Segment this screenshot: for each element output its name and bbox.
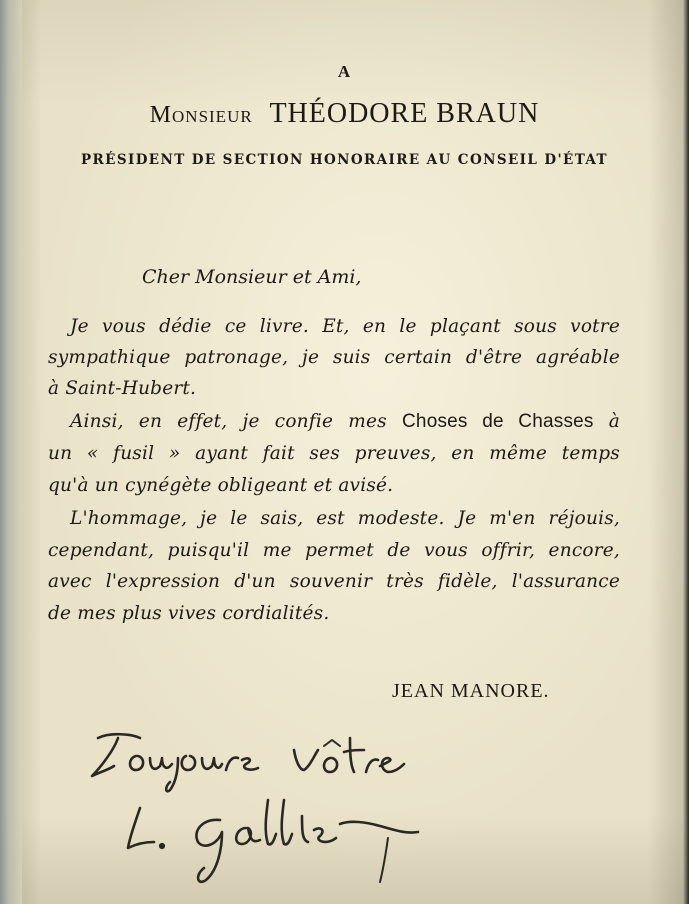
page-gutter [0, 0, 22, 904]
dedication-to: A [337, 62, 352, 81]
recipient-office: PRÉSIDENT DE SECTION HONORAIRE AU CONSEIL D'ÉTAT [80, 152, 609, 168]
letter-line-4-pre: Ainsi, en effet, je confie mes [70, 411, 403, 432]
recipient-honorific: Monsieur [149, 102, 253, 128]
recipient-line [0, 98, 689, 130]
letter-line-4-post: à [593, 411, 621, 432]
author-signature: JEAN MANORE. [392, 680, 550, 702]
letter-salutation: Cher Monsieur et Ami, [142, 266, 362, 288]
letter-line-8: cependant, puisqu'il me permet de vous offrir, encore, [48, 540, 620, 561]
letter-line-6: qu'à un cynégète obligeant et avisé. [48, 475, 394, 496]
book-title: Choses de Chasses [402, 411, 594, 432]
letter-line-3: à Saint-Hubert. [48, 378, 197, 399]
letter-line-4 [70, 411, 620, 433]
recipient-name: THÉODORE BRAUN [269, 98, 540, 129]
letter-line-9: avec l'expression d'un souvenir très fidèle, l'assurance [48, 571, 620, 592]
handwritten-inscription [70, 720, 450, 890]
page-edge-shadow [683, 0, 689, 904]
letter-line-10: de mes plus vives cordialités. [48, 603, 330, 624]
letter-line-5: un « fusil » ayant fait ses preuves, en même temps [48, 443, 620, 464]
letter-line-2: sympathique patronage, je suis certain d'être agréable [48, 347, 620, 368]
letter-line-1: Je vous dédie ce livre. Et, en le plaçant sous votre [70, 316, 620, 337]
letter-line-7: L'hommage, je le sais, est modeste. Je m'en réjouis, [70, 508, 620, 529]
